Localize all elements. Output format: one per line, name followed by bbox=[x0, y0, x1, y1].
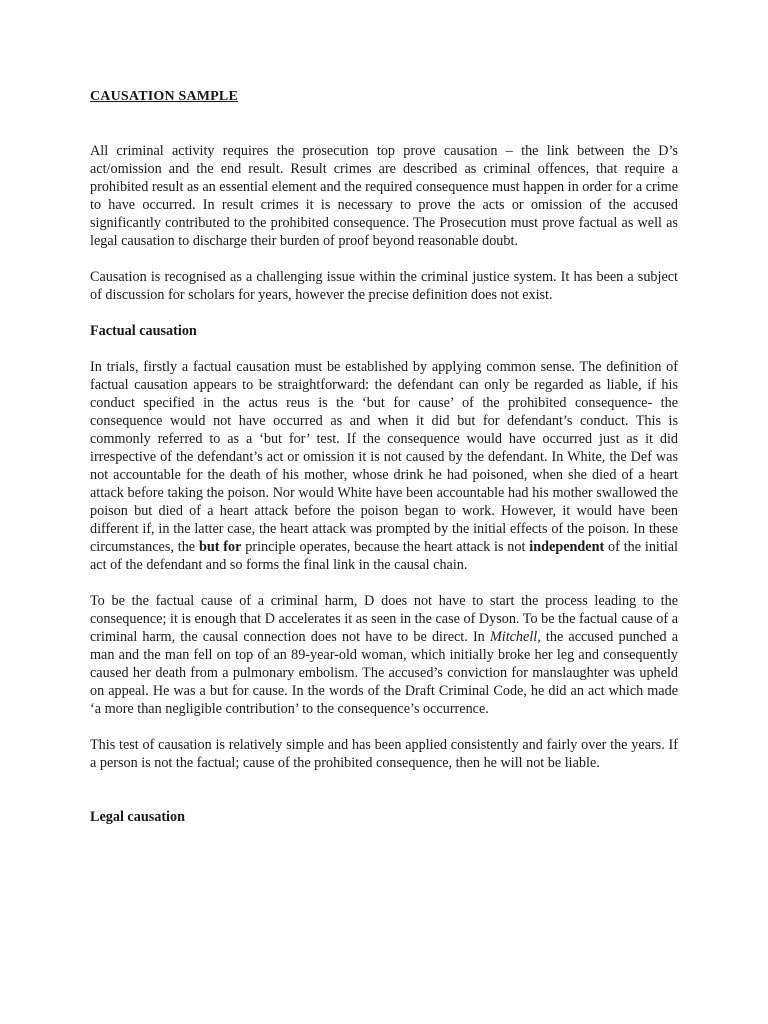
but-for-bold: but for bbox=[198, 539, 242, 555]
test-summary-paragraph: This test of causation is relatively simple and has been applied consistently and fairly over the years. If a person is not the factual; cause of the prohibited consequence, then he will not be liable. bbox=[90, 737, 678, 771]
but-for-text-2: principle operates, because the heart attack is not bbox=[241, 539, 530, 555]
mitchell-text-2: , the accused punched a man and the man fell on top of an 89-year-old woman, which initially broke her leg and consequently caused her death from a pulmonary embolism. The accused’s conviction for manslaughter was upheld on appeal. He was a but for cause. In the words of the Draft Criminal Code, he did an act which made ‘a more than negligible contribution’ to the consequence’s occurrence. bbox=[90, 629, 678, 717]
factual-causation-heading: Factual causation bbox=[90, 323, 197, 339]
mitchell-text-1: To be the factual cause of a criminal harm, D does not have to start the process leading to the consequence; it is enough that D accelerates it as seen in the case of Dyson. To be the factual cause of a criminal harm, the causal connection does not have to be direct. In bbox=[90, 593, 678, 645]
but-for-test-paragraph bbox=[90, 358, 678, 574]
but-for-text-1: In trials, firstly a factual causation must be established by applying common sense. The definition of factual causation appears to be straightforward: the defendant can only be regarded as liable, if his conduct specified in the actus reus is the ‘but for cause’ of the prohibited consequence- the consequence would not have occurred as and when it did but for defendant’s conduct. This is commonly referred to as a ‘but for’ test. If the consequence would have occurred just as it did irrespective of the defendant’s act or omission it is not caused by the defendant. In White, the Def was not accountable for the death of his mother, whose drink he had poisoned, when she died of a heart attack before taking the poison. Nor would White have been accountable had his mother swallowed the poison but died of a heart attack before the poison began to work. However, it would have been different if, in the latter case, the heart attack was prompted by the initial effects of the poison. In these circumstances, the bbox=[90, 359, 678, 555]
causation-challenge-paragraph: Causation is recognised as a challenging issue within the criminal justice system. It has been a subject of discussion for scholars for years, however the precise definition does not exist. bbox=[90, 269, 678, 303]
independent-bold: independent bbox=[529, 539, 605, 555]
document-title: CAUSATION SAMPLE bbox=[90, 89, 239, 104]
document-page bbox=[90, 88, 678, 844]
legal-causation-heading: Legal causation bbox=[90, 809, 185, 825]
mitchell-case-name: Mitchell bbox=[489, 629, 538, 645]
mitchell-paragraph bbox=[90, 592, 678, 718]
intro-paragraph: All criminal activity requires the prosecution top prove causation – the link between the D’s act/omission and the end result. Result crimes are described as criminal offences, that require a prohibited result as an essential element and the required consequence must happen in order for a crime to have occurred. In result crimes it is necessary to prove the acts or omission of the accused significantly contributed to the prohibited consequence. The Prosecution must prove factual as well as legal causation to discharge their burden of proof beyond reasonable doubt. bbox=[90, 143, 678, 249]
but-for-text-3: of the initial act of the defendant and so forms the final link in the causal chain. bbox=[90, 539, 678, 573]
